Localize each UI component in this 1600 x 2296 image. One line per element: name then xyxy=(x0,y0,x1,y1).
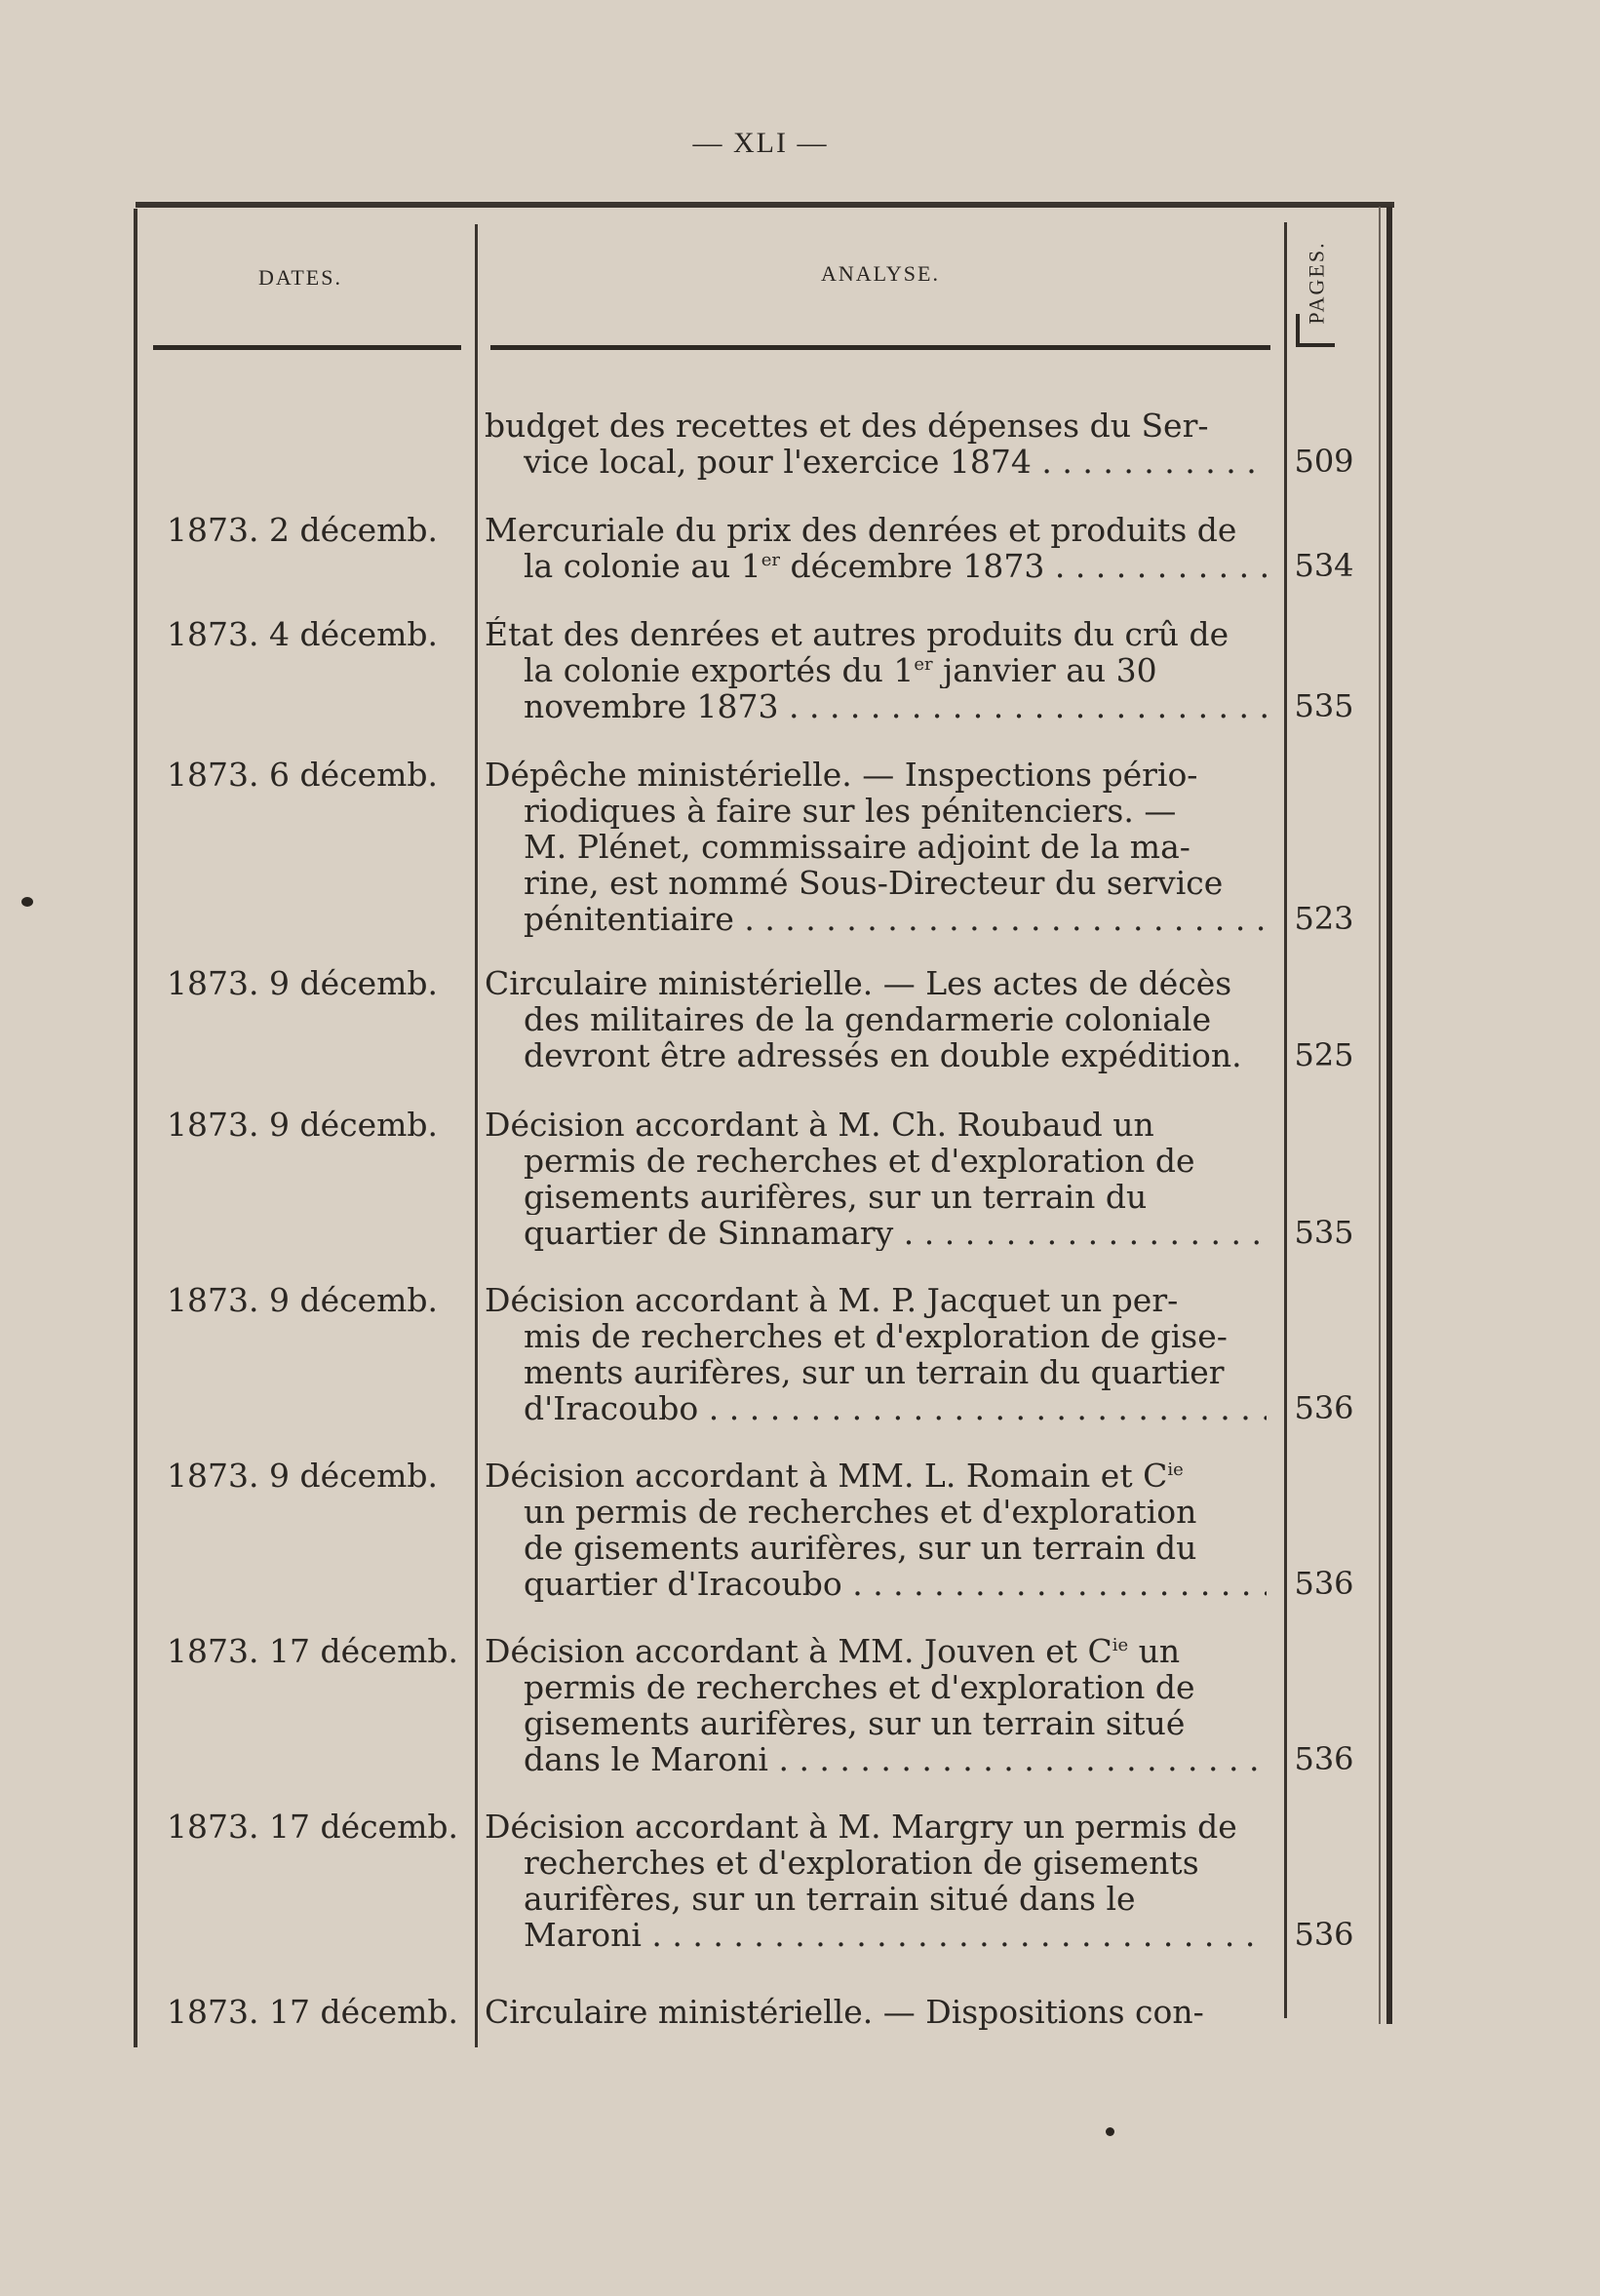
pages-header-bar xyxy=(1296,314,1300,345)
entry-page-number: 525 xyxy=(1294,1036,1354,1073)
analysis-line-text: dans le Maroni . . . xyxy=(524,1741,1267,1777)
dates-column-rule xyxy=(475,224,478,2047)
dates-column-header: DATES. xyxy=(258,265,342,290)
top-rule xyxy=(136,202,1394,208)
analyse-header-rule xyxy=(490,345,1270,350)
analysis-line: devront être adressés en double expédition. xyxy=(524,1037,1242,1073)
entry-page-number: 536 xyxy=(1294,1389,1354,1426)
analysis-line: de gisements aurifères, sur un terrain du xyxy=(524,1530,1197,1566)
entry-analysis xyxy=(485,1282,1267,1426)
analysis-line: ments aurifères, sur un terrain du quartier xyxy=(524,1354,1225,1390)
dates-header-rule xyxy=(153,345,461,350)
analysis-line: Dépêche ministérielle. — Inspections pério- xyxy=(485,757,1198,793)
entry-date: 1873. 9 décemb. xyxy=(167,1457,439,1495)
entry-date: 1873. 9 décemb. xyxy=(167,1106,439,1144)
analysis-line xyxy=(485,1917,1267,1953)
analyse-column-rule xyxy=(1284,222,1287,2018)
analysis-line: rine, est nommé Sous-Directeur du service xyxy=(524,865,1224,901)
analysis-line: recherches et d'exploration de gisements xyxy=(524,1845,1199,1881)
analysis-line: aurifères, sur un terrain situé dans le xyxy=(524,1881,1136,1917)
entry-date: 1873. 9 décemb. xyxy=(167,964,439,1002)
entry-analysis xyxy=(485,1809,1267,1953)
analysis-line xyxy=(485,1741,1267,1777)
entry-page-number: 535 xyxy=(1294,687,1354,724)
entry-date: 1873. 17 décemb. xyxy=(167,1993,459,2031)
analysis-line: Circulaire ministérielle. — Dispositions con- xyxy=(485,1994,1204,2030)
entry-analysis xyxy=(485,1107,1267,1251)
entry-date: 1873. 9 décemb. xyxy=(167,1281,439,1319)
pages-column-header: PAGES. xyxy=(1305,241,1330,325)
analysis-line: Décision accordant à MM. Jouven et $C^{ie}$ un xyxy=(485,1633,1181,1669)
analysis-line: mis de recherches et d'exploration de gise- xyxy=(524,1318,1228,1354)
ink-speck xyxy=(21,897,33,907)
analysis-line: Circulaire ministérielle. — Les actes de décès xyxy=(485,965,1232,1001)
left-border xyxy=(134,209,137,2047)
pages-header-rule xyxy=(1296,343,1335,347)
analysis-line xyxy=(485,444,1267,480)
analysis-line: Décision accordant à M. P. Jacquet un per- xyxy=(485,1282,1179,1318)
analysis-line: Décision accordant à M. Ch. Roubaud un xyxy=(485,1107,1154,1143)
analysis-line-text: la colonie au 1er décembre 1873 . . . xyxy=(524,548,1267,584)
ink-speck xyxy=(1106,2127,1114,2136)
analysis-line: budget des recettes et des dépenses du Ser- xyxy=(485,408,1209,444)
entry-page-number: 523 xyxy=(1294,900,1354,937)
page-number: — XLI — xyxy=(692,127,829,159)
entry-date: 1873. 6 décemb. xyxy=(167,756,439,794)
entry-analysis xyxy=(485,1458,1267,1602)
analysis-line xyxy=(485,688,1267,724)
entry-analysis xyxy=(485,1994,1267,2030)
analysis-line: permis de recherches et d'exploration de xyxy=(524,1669,1195,1705)
entry-date: 1873. 17 décemb. xyxy=(167,1632,459,1670)
entry-date: 1873. 17 décemb. xyxy=(167,1808,459,1846)
analysis-line-text: Maroni . . . xyxy=(524,1917,1267,1953)
analysis-line: des militaires de la gendarmerie coloniale xyxy=(524,1001,1212,1037)
entry-date: 1873. 2 décemb. xyxy=(167,511,439,549)
right-border xyxy=(1386,207,1392,2024)
analysis-line: Décision accordant à M. Margry un permis de xyxy=(485,1809,1237,1845)
entry-analysis xyxy=(485,512,1267,584)
analysis-line-text: d'Iracoubo . . . xyxy=(524,1390,1267,1426)
analysis-line xyxy=(485,548,1267,584)
entry-page-number: 536 xyxy=(1294,1916,1354,1953)
entry-analysis xyxy=(485,616,1267,724)
analysis-line: M. Plénet, commissaire adjoint de la ma- xyxy=(524,829,1190,865)
analysis-line-text: vice local, pour l'exercice 1874 . . . xyxy=(524,444,1267,480)
analysis-line: gisements aurifères, sur un terrain du xyxy=(524,1179,1148,1215)
entry-page-number: 509 xyxy=(1294,443,1354,480)
analysis-line: gisements aurifères, sur un terrain situé xyxy=(524,1705,1186,1741)
analysis-line: Décision accordant à MM. L. Romain et $C^{ie}$ xyxy=(485,1458,1184,1494)
chronological-table xyxy=(130,195,1394,2047)
analysis-line xyxy=(485,901,1267,937)
analysis-line xyxy=(485,1215,1267,1251)
analysis-line: État des denrées et autres produits du crû de xyxy=(485,616,1229,652)
analysis-line: Mercuriale du prix des denrées et produits de xyxy=(485,512,1237,548)
analysis-line: permis de recherches et d'exploration de xyxy=(524,1143,1195,1179)
entry-page-number: 536 xyxy=(1294,1740,1354,1777)
analysis-line xyxy=(485,1566,1267,1602)
entry-page-number: 536 xyxy=(1294,1565,1354,1602)
analysis-line: riodiques à faire sur les pénitenciers. — xyxy=(524,793,1177,829)
entry-analysis xyxy=(485,965,1267,1073)
analysis-line-text: quartier d'Iracoubo . . . xyxy=(524,1566,1267,1602)
analysis-line: la colonie exportés du 1er janvier au 30 xyxy=(524,652,1157,688)
entry-analysis xyxy=(485,408,1267,480)
right-inner-border xyxy=(1379,207,1381,2024)
entry-analysis xyxy=(485,757,1267,937)
entry-date: 1873. 4 décemb. xyxy=(167,615,439,653)
entry-page-number: 535 xyxy=(1294,1214,1354,1251)
analyse-column-header: ANALYSE. xyxy=(821,261,940,286)
entry-page-number: 534 xyxy=(1294,547,1354,584)
analysis-line: un permis de recherches et d'exploration xyxy=(524,1494,1197,1530)
analysis-line-text: novembre 1873 . . . xyxy=(524,688,1267,724)
entry-analysis xyxy=(485,1633,1267,1777)
analysis-line-text: pénitentiaire . . . xyxy=(524,901,1267,937)
analysis-line-text: quartier de Sinnamary . . . xyxy=(524,1215,1267,1251)
analysis-line xyxy=(485,1390,1267,1426)
